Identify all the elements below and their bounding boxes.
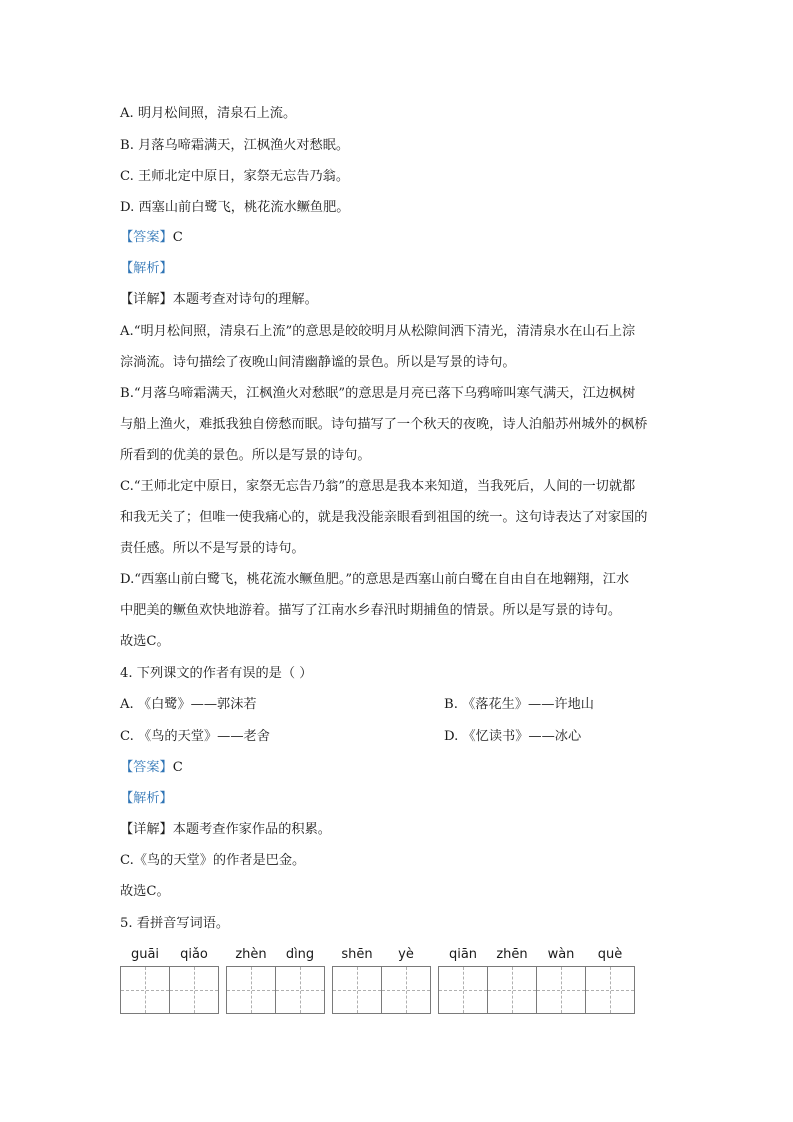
- q3-option-c: C. 王师北定中原日，家祭无忘告乃翁。: [120, 169, 350, 184]
- answer-tag: 【答案】: [120, 760, 173, 775]
- writing-cell[interactable]: [438, 966, 488, 1014]
- q4-option-d: D. 《忆读书》——冰心: [444, 729, 582, 744]
- writing-grid-group-3[interactable]: [332, 966, 431, 1014]
- q3-exp-d-2: 中肥美的鳜鱼欢快地游着。描写了江南水乡春汛时期捕鱼的情景。所以是写景的诗句。: [120, 603, 622, 618]
- q3-exp-d-1: D.“西塞山前白鹭飞，桃花流水鳜鱼肥。”的意思是西塞山前白鹭在自由自在地翱翔，江水: [120, 572, 630, 587]
- writing-cell[interactable]: [170, 966, 219, 1014]
- pinyin-label: guāi: [130, 947, 160, 962]
- q4-option-b: B. 《落花生》——许地山: [444, 697, 594, 712]
- q4-explanation: C.《鸟的天堂》的作者是巴金。: [120, 853, 306, 868]
- answer-tag: 【答案】: [120, 230, 173, 245]
- q4-option-a: A. 《白鹭》——郭沫若: [120, 697, 257, 712]
- writing-cell[interactable]: [382, 966, 431, 1014]
- q5-question: 5. 看拼音写词语。: [120, 916, 230, 931]
- pinyin-label: zhēn: [496, 947, 528, 962]
- pinyin-label: wàn: [547, 947, 575, 962]
- pinyin-label: què: [597, 947, 623, 962]
- q4-option-c: C. 《鸟的天堂》——老舍: [120, 729, 270, 744]
- pinyin-label: dìng: [285, 947, 315, 962]
- q4-detail: 【详解】本题考查作家作品的积累。: [120, 822, 331, 837]
- writing-cell[interactable]: [586, 966, 635, 1014]
- q3-exp-b-3: 所看到的优美的景色。所以是写景的诗句。: [120, 448, 371, 463]
- q3-exp-b-1: B.“月落乌啼霜满天，江枫渔火对愁眠”的意思是月亮已落下乌鸦啼叫寒气满天，江边枫树: [120, 386, 636, 401]
- q3-option-b: B. 月落乌啼霜满天，江枫渔火对愁眠。: [120, 138, 350, 153]
- writing-cell[interactable]: [276, 966, 325, 1014]
- answer-value: C: [172, 760, 183, 775]
- q3-option-d: D. 西塞山前白鹭飞，桃花流水鳜鱼肥。: [120, 200, 350, 215]
- q3-exp-c-2: 和我无关了；但唯一使我痛心的，就是我没能亲眼看到祖国的统一。这句诗表达了对家国的: [120, 510, 648, 525]
- writing-cell[interactable]: [226, 966, 276, 1014]
- q3-exp-b-2: 与船上渔火，难抵我独自傍愁而眠。诗句描写了一个秋天的夜晚，诗人泊船苏州城外的枫桥: [120, 417, 648, 432]
- writing-grid-group-1[interactable]: [120, 966, 219, 1014]
- q3-answer: [120, 228, 183, 248]
- q3-exp-a-1: A.“明月松间照，清泉石上流”的意思是皎皎明月从松隙间洒下清光，清清泉水在山石上淙: [120, 324, 636, 339]
- pinyin-label: qiǎo: [180, 947, 208, 962]
- pinyin-label: yè: [398, 947, 414, 962]
- q3-analysis-tag: 【解析】: [120, 261, 173, 276]
- q3-conclusion: 故选C。: [120, 634, 170, 649]
- writing-cell[interactable]: [120, 966, 170, 1014]
- answer-value: C: [172, 230, 183, 245]
- q4-analysis-tag: 【解析】: [120, 791, 173, 806]
- writing-grid-group-2[interactable]: [226, 966, 325, 1014]
- writing-cell[interactable]: [332, 966, 382, 1014]
- q3-option-a: A. 明月松间照，清泉石上流。: [120, 106, 297, 121]
- writing-cell[interactable]: [488, 966, 537, 1014]
- pinyin-label: zhèn: [235, 947, 267, 962]
- q4-answer: [120, 758, 183, 778]
- q3-exp-c-1: C.“王师北定中原日，家祭无忘告乃翁”的意思是我本来知道，当我死后，人间的一切就都: [120, 479, 636, 494]
- q3-detail: 【详解】本题考查对诗句的理解。: [120, 292, 318, 307]
- q4-question: 4. 下列课文的作者有误的是（ ）: [120, 666, 313, 681]
- q3-exp-c-3: 责任感。所以不是写景的诗句。: [120, 541, 305, 556]
- writing-grid-group-4[interactable]: [438, 966, 635, 1014]
- pinyin-label: shēn: [341, 947, 373, 962]
- writing-cell[interactable]: [537, 966, 586, 1014]
- q3-exp-a-2: 淙淌流。诗句描绘了夜晚山间清幽静谧的景色。所以是写景的诗句。: [120, 355, 516, 370]
- q4-conclusion: 故选C。: [120, 884, 170, 899]
- pinyin-label: qiān: [448, 947, 478, 962]
